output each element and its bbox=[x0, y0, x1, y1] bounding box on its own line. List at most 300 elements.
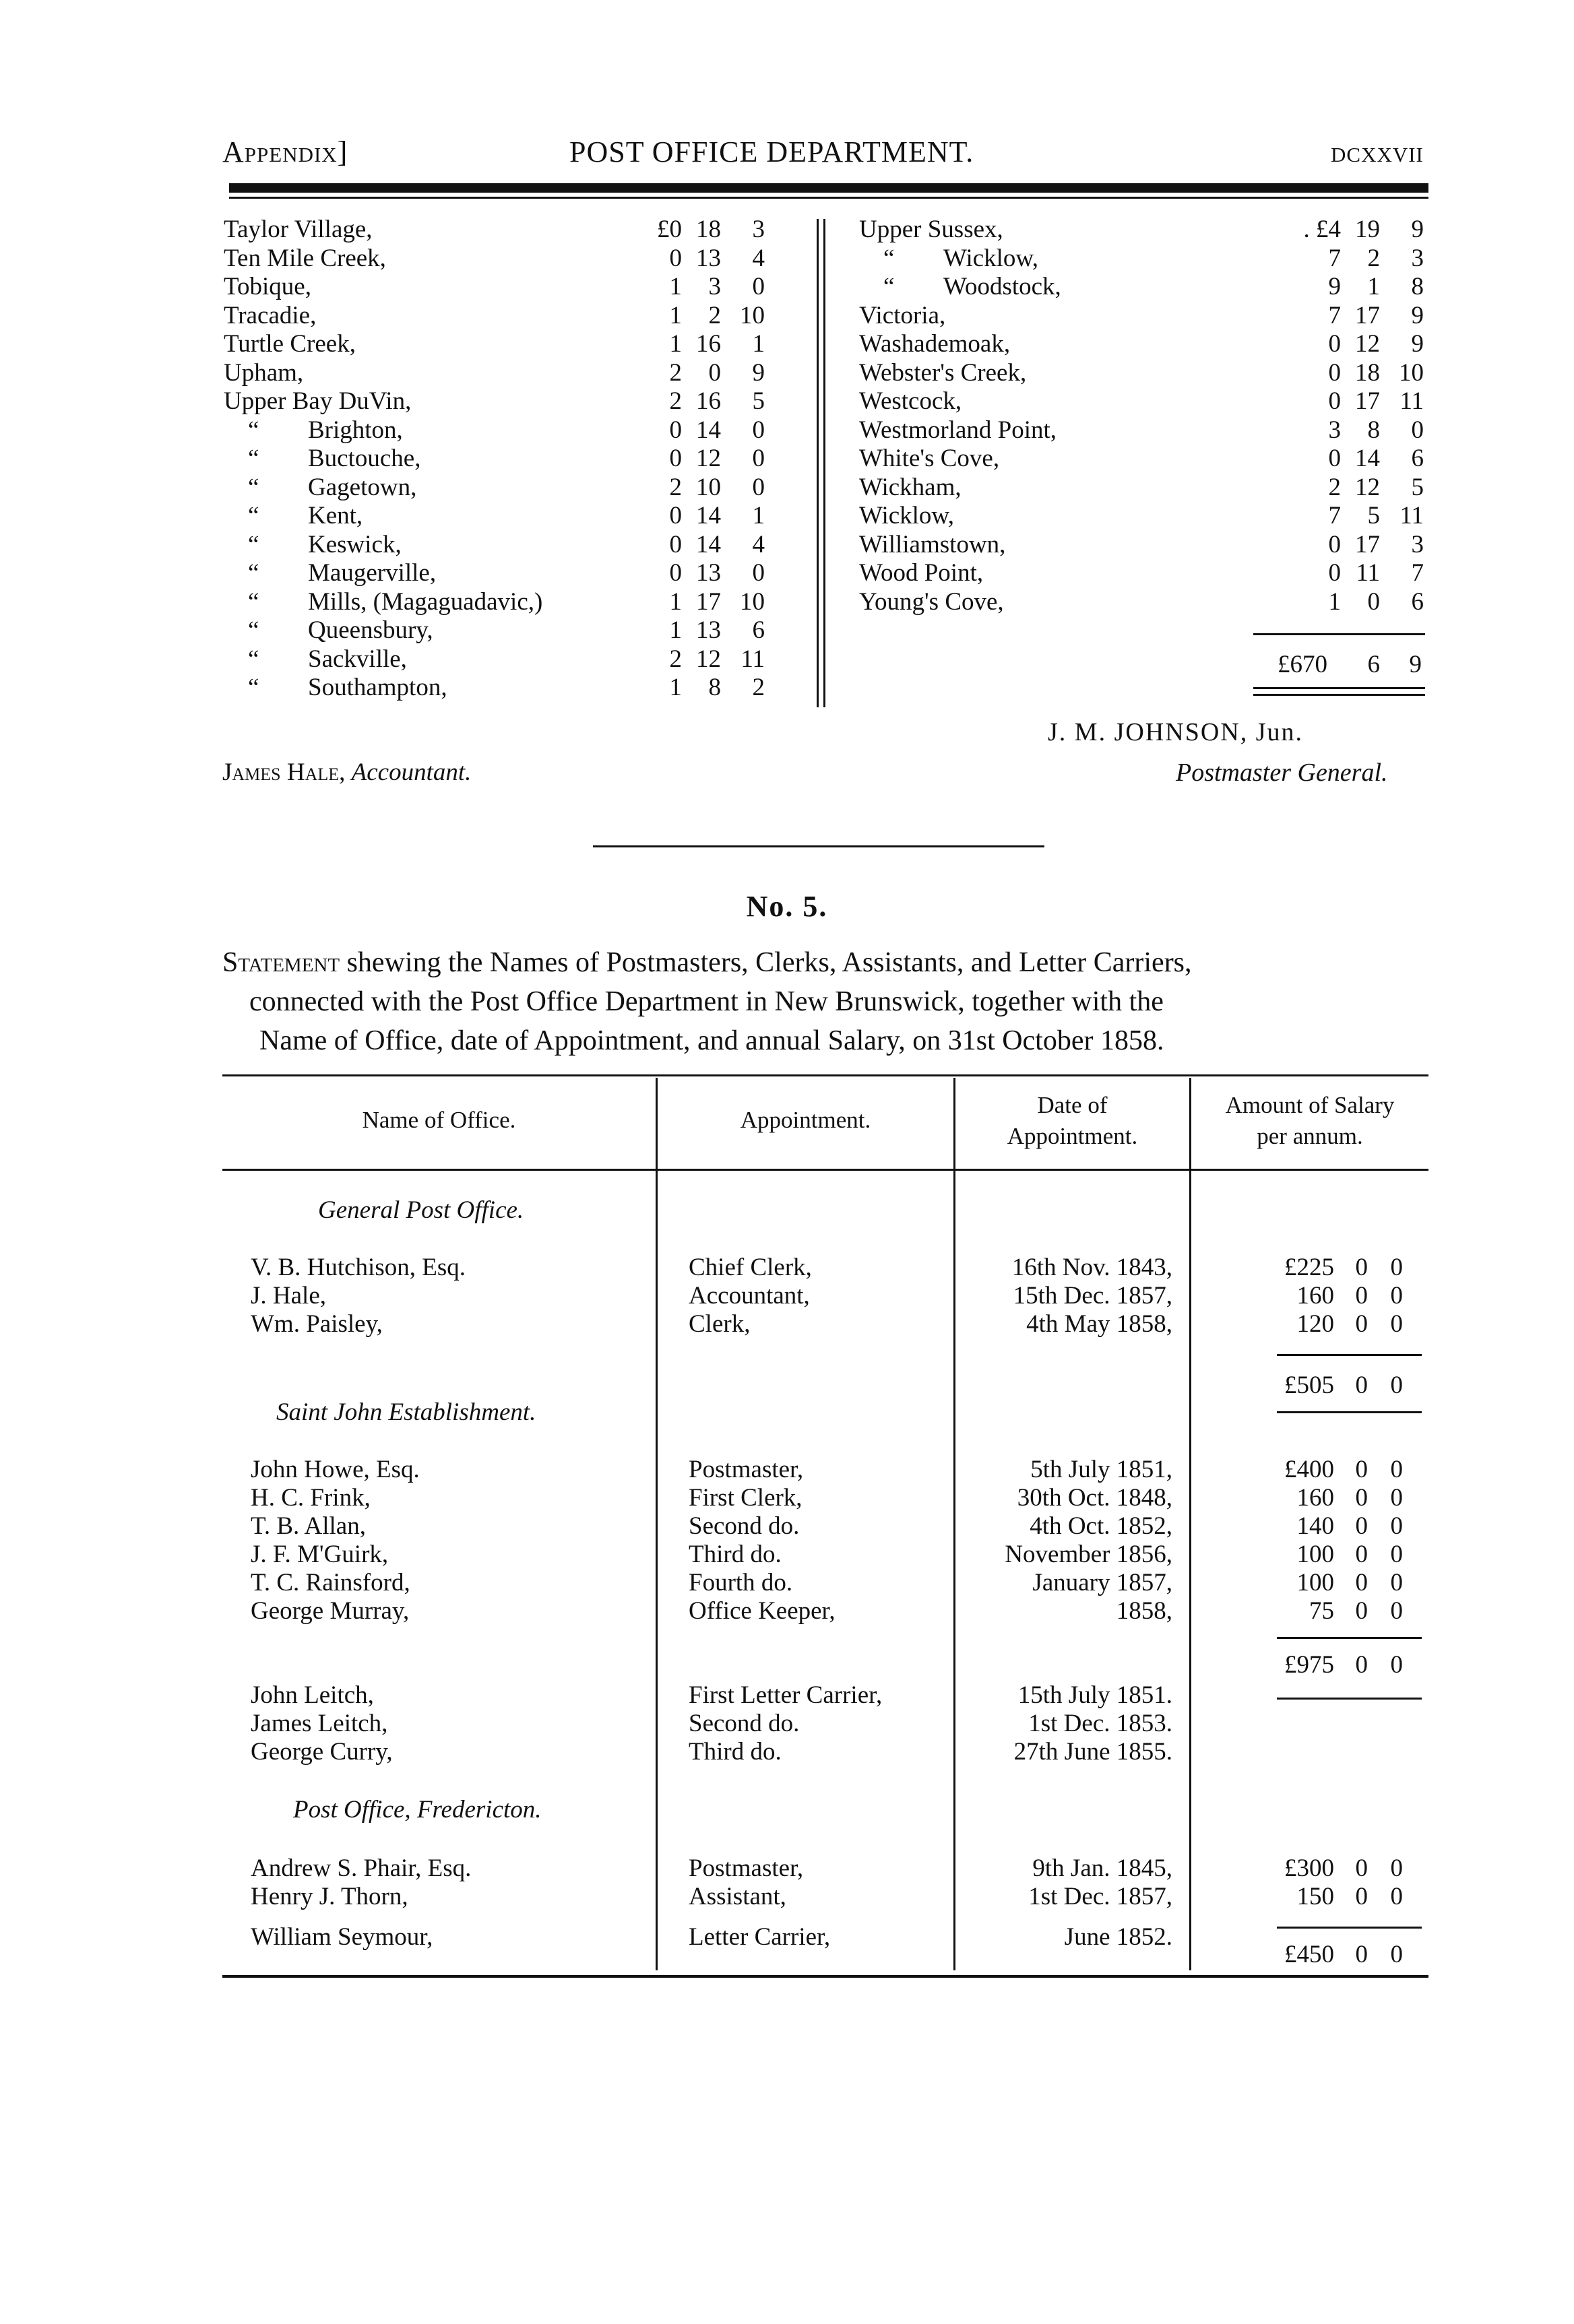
amount-pounds: 0 bbox=[669, 244, 682, 272]
amount-pence: 3 bbox=[1411, 244, 1424, 272]
office-name: Keswick, bbox=[308, 530, 402, 558]
salary-shillings: 0 bbox=[1355, 1282, 1368, 1310]
amount-pence: 0 bbox=[752, 559, 765, 587]
office-name: Brighton, bbox=[308, 416, 403, 444]
amount-pence: 0 bbox=[752, 473, 765, 501]
amount-pence: 3 bbox=[1411, 530, 1424, 558]
salary-pence: 0 bbox=[1390, 1456, 1403, 1483]
appointment: Third do. bbox=[689, 1738, 782, 1766]
salary-pence: 0 bbox=[1390, 1854, 1403, 1882]
amount-pounds: 9 bbox=[1328, 273, 1341, 300]
amount-shillings: 17 bbox=[1355, 387, 1380, 415]
salary-pounds: 75 bbox=[1309, 1597, 1334, 1625]
header-date bbox=[955, 1090, 1189, 1152]
salary-pence: 0 bbox=[1390, 1310, 1403, 1338]
appointment-date: 1st Dec. 1857, bbox=[1028, 1883, 1172, 1910]
total-pounds: £670 bbox=[1278, 651, 1327, 678]
salary-pence: 0 bbox=[1390, 1941, 1403, 1968]
column-divider-left bbox=[817, 219, 819, 707]
list-item bbox=[859, 302, 1432, 331]
amount-shillings: 11 bbox=[1356, 559, 1380, 587]
amount-pence: 6 bbox=[1411, 445, 1424, 472]
header-amount-line-1: Amount of Salary bbox=[1225, 1092, 1395, 1118]
ditto-mark: “ bbox=[248, 416, 259, 444]
appointment-date: January 1857, bbox=[1032, 1569, 1172, 1596]
amount-pounds: 0 bbox=[1328, 559, 1341, 587]
salary-pounds: 100 bbox=[1296, 1569, 1334, 1596]
office-name: Mills, (Magaguadavic,) bbox=[308, 587, 543, 616]
salary-pounds: £400 bbox=[1284, 1456, 1334, 1483]
appointment-date: 4th May 1858, bbox=[1026, 1310, 1172, 1338]
salary-shillings: 0 bbox=[1355, 1854, 1368, 1882]
appointment: Clerk, bbox=[689, 1310, 751, 1338]
appointment-date: 30th Oct. 1848, bbox=[1017, 1484, 1172, 1512]
amount-pounds: £0 bbox=[657, 216, 682, 243]
salary-shillings: 0 bbox=[1355, 1310, 1368, 1338]
header-appendix: Appendix] bbox=[222, 135, 348, 168]
section-number: No. 5. bbox=[746, 890, 828, 923]
group-title: General Post Office. bbox=[318, 1196, 524, 1224]
amount-pounds: 2 bbox=[669, 358, 682, 387]
salary-shillings: 0 bbox=[1355, 1883, 1368, 1910]
total-pence: 9 bbox=[1409, 651, 1422, 678]
header-rule-thin bbox=[229, 197, 1428, 199]
amount-pounds: 0 bbox=[669, 416, 682, 444]
amount-shillings: 0 bbox=[708, 358, 721, 387]
list-item bbox=[224, 416, 803, 445]
amount-shillings: 13 bbox=[696, 616, 721, 644]
amount-pence: 5 bbox=[752, 387, 765, 415]
amount-shillings: 13 bbox=[696, 244, 721, 272]
amount-pounds: 1 bbox=[669, 273, 682, 300]
person-name: T. B. Allan, bbox=[251, 1512, 366, 1540]
amount-shillings: 10 bbox=[696, 473, 721, 501]
amount-shillings: 18 bbox=[696, 216, 721, 243]
list-item bbox=[859, 387, 1432, 416]
amount-shillings: 19 bbox=[1355, 216, 1380, 243]
header-amount bbox=[1191, 1090, 1428, 1152]
amount-shillings: 12 bbox=[696, 445, 721, 472]
table-bottom-rule bbox=[222, 1975, 1428, 1978]
list-item bbox=[224, 674, 803, 703]
amount-pence: 10 bbox=[740, 301, 765, 329]
list-item bbox=[859, 416, 1432, 445]
appointment-date: 4th Oct. 1852, bbox=[1030, 1512, 1172, 1540]
header-amount-line-2: per annum. bbox=[1257, 1123, 1363, 1149]
amount-pence: 8 bbox=[1411, 273, 1424, 300]
office-name: Southampton, bbox=[308, 674, 447, 701]
amount-pounds: 0 bbox=[669, 559, 682, 587]
salary-pence: 0 bbox=[1390, 1512, 1403, 1540]
salary-shillings: 0 bbox=[1355, 1541, 1368, 1568]
section-divider bbox=[593, 845, 1044, 847]
list-item bbox=[224, 302, 803, 331]
amount-pence: 9 bbox=[1411, 216, 1424, 243]
postmaster-general-name: J. M. JOHNSON, Jun. bbox=[1048, 718, 1303, 746]
amount-shillings: 17 bbox=[696, 587, 721, 616]
ditto-mark: “ bbox=[883, 244, 895, 272]
amount-pounds: 2 bbox=[1328, 473, 1341, 501]
salary-shillings: 0 bbox=[1355, 1651, 1368, 1679]
list-item bbox=[859, 216, 1432, 245]
salary-shillings: 0 bbox=[1355, 1512, 1368, 1540]
amount-pounds: 7 bbox=[1328, 244, 1341, 272]
amount-shillings: 13 bbox=[696, 559, 721, 587]
total-shillings: 6 bbox=[1367, 651, 1380, 678]
list-item bbox=[224, 502, 803, 531]
table-header-rule bbox=[222, 1169, 1428, 1171]
office-name: Turtle Creek, bbox=[224, 330, 356, 358]
amount-pounds: 2 bbox=[669, 473, 682, 501]
amount-shillings: 14 bbox=[1355, 445, 1380, 472]
list-item bbox=[224, 559, 803, 588]
list-item bbox=[859, 502, 1432, 531]
office-name: Queensbury, bbox=[308, 616, 433, 644]
salary-pounds: 160 bbox=[1296, 1484, 1334, 1512]
accountant-name: James Hale, bbox=[222, 758, 346, 786]
subtotal-rule bbox=[1277, 1927, 1422, 1929]
salary-pounds: 100 bbox=[1296, 1541, 1334, 1568]
office-name: Sackville, bbox=[308, 645, 407, 673]
list-item bbox=[224, 616, 803, 645]
column-divider-right bbox=[823, 219, 825, 707]
amount-pounds: 2 bbox=[669, 645, 682, 673]
office-list-right bbox=[859, 216, 1432, 616]
table-col-divider-3 bbox=[1189, 1078, 1191, 1970]
statement-line-1: shewing the Names of Postmasters, Clerks, Assistants, and Letter Carriers, bbox=[340, 947, 1192, 978]
office-name: Wicklow, bbox=[943, 244, 1038, 272]
amount-pence: 11 bbox=[1399, 387, 1424, 415]
amount-pence: 0 bbox=[752, 445, 765, 472]
ditto-mark: “ bbox=[248, 674, 259, 701]
office-name: Wood Point, bbox=[859, 559, 984, 587]
total-double-rule-2 bbox=[1253, 694, 1425, 696]
amount-pounds: 1 bbox=[669, 301, 682, 329]
appointment-date: November 1856, bbox=[1005, 1541, 1172, 1568]
amount-pence: 1 bbox=[752, 502, 765, 529]
amount-shillings: 2 bbox=[1367, 244, 1380, 272]
office-name: Westmorland Point, bbox=[859, 416, 1057, 444]
office-name: Webster's Creek, bbox=[859, 358, 1027, 387]
office-name: Tracadie, bbox=[224, 301, 317, 329]
office-name: Wickham, bbox=[859, 473, 962, 501]
amount-pounds: 0 bbox=[1328, 530, 1341, 558]
ditto-mark: “ bbox=[248, 616, 259, 644]
amount-shillings: 2 bbox=[708, 301, 721, 329]
amount-pounds: 0 bbox=[669, 502, 682, 529]
amount-pence: 5 bbox=[1411, 473, 1424, 501]
ditto-mark: “ bbox=[883, 273, 895, 300]
appointment: Chief Clerk, bbox=[689, 1254, 812, 1281]
appointment: Postmaster, bbox=[689, 1456, 804, 1483]
office-name: Woodstock, bbox=[943, 273, 1061, 300]
list-item bbox=[859, 474, 1432, 503]
statement-line-2: connected with the Post Office Department in New Brunswick, together with the bbox=[249, 986, 1164, 1017]
office-name: Victoria, bbox=[859, 301, 946, 329]
header-office: Name of Office. bbox=[362, 1107, 516, 1133]
salary-shillings: 0 bbox=[1355, 1569, 1368, 1596]
appointment-date: 16th Nov. 1843, bbox=[1011, 1254, 1172, 1281]
person-name: William Seymour, bbox=[251, 1923, 433, 1951]
amount-pounds: 0 bbox=[1328, 387, 1341, 415]
ditto-mark: “ bbox=[248, 502, 259, 529]
amount-shillings: 12 bbox=[1355, 330, 1380, 358]
postmaster-general-title: Postmaster General. bbox=[1176, 758, 1388, 787]
appointment: Assistant, bbox=[689, 1883, 786, 1910]
list-item bbox=[859, 531, 1432, 560]
amount-shillings: 16 bbox=[696, 387, 721, 415]
amount-pounds: 7 bbox=[1328, 301, 1341, 329]
ditto-mark: “ bbox=[248, 445, 259, 472]
amount-shillings: 17 bbox=[1355, 530, 1380, 558]
office-name: Upper Bay DuVin, bbox=[224, 387, 412, 415]
amount-pence: 3 bbox=[752, 216, 765, 243]
appointment: Office Keeper, bbox=[689, 1597, 836, 1625]
list-item bbox=[224, 645, 803, 674]
amount-shillings: 5 bbox=[1367, 502, 1380, 529]
subtotal-rule bbox=[1277, 1354, 1422, 1356]
office-name: Young's Cove, bbox=[859, 587, 1004, 616]
amount-shillings: 14 bbox=[696, 416, 721, 444]
amount-shillings: 12 bbox=[696, 645, 721, 673]
amount-pounds: 0 bbox=[1328, 358, 1341, 387]
list-item bbox=[859, 559, 1432, 588]
salary-pounds: £225 bbox=[1284, 1254, 1334, 1281]
amount-pounds: 0 bbox=[669, 530, 682, 558]
accountant-title: Accountant. bbox=[351, 758, 472, 786]
amount-pence: 7 bbox=[1411, 559, 1424, 587]
group-title: Saint John Establishment. bbox=[276, 1398, 536, 1426]
list-item bbox=[224, 330, 803, 359]
table-top-rule bbox=[222, 1074, 1428, 1076]
amount-pounds: 1 bbox=[669, 587, 682, 616]
amount-pounds: 1 bbox=[1328, 587, 1341, 616]
amount-pounds: 0 bbox=[1328, 445, 1341, 472]
office-name: Buctouche, bbox=[308, 445, 421, 472]
salary-pence: 0 bbox=[1390, 1569, 1403, 1596]
amount-pence: 10 bbox=[740, 587, 765, 616]
appointment: Postmaster, bbox=[689, 1854, 804, 1882]
amount-pence: 2 bbox=[752, 674, 765, 701]
salary-pence: 0 bbox=[1390, 1597, 1403, 1625]
person-name: T. C. Rainsford, bbox=[251, 1569, 410, 1596]
salary-pounds: 150 bbox=[1296, 1883, 1334, 1910]
subtotal-double-rule bbox=[1277, 1411, 1422, 1413]
header-rule-thick bbox=[229, 183, 1428, 193]
amount-pence: 9 bbox=[752, 358, 765, 387]
amount-pence: 11 bbox=[741, 645, 765, 673]
header-date-line-1: Date of bbox=[1037, 1092, 1108, 1118]
header-appointment: Appointment. bbox=[740, 1107, 871, 1133]
list-item bbox=[859, 359, 1432, 388]
office-name: Williamstown, bbox=[859, 530, 1006, 558]
salary-shillings: 0 bbox=[1355, 1484, 1368, 1512]
salary-shillings: 0 bbox=[1355, 1597, 1368, 1625]
person-name: Andrew S. Phair, Esq. bbox=[251, 1854, 472, 1882]
office-name: Westcock, bbox=[859, 387, 962, 415]
appointment: Letter Carrier, bbox=[689, 1923, 831, 1951]
salary-shillings: 0 bbox=[1355, 1254, 1368, 1281]
amount-pence: 11 bbox=[1399, 502, 1424, 529]
office-list-left bbox=[224, 216, 803, 703]
appointment-date: 15th Dec. 1857, bbox=[1013, 1282, 1172, 1310]
amount-pence: 10 bbox=[1399, 358, 1424, 387]
salary-pounds: £450 bbox=[1284, 1941, 1334, 1968]
list-item bbox=[224, 445, 803, 474]
salary-pounds: £975 bbox=[1284, 1651, 1334, 1679]
person-name: George Murray, bbox=[251, 1597, 410, 1625]
amount-shillings: 8 bbox=[708, 674, 721, 701]
amount-pounds: 1 bbox=[669, 616, 682, 644]
appointment-date: 27th June 1855. bbox=[1013, 1738, 1172, 1766]
salary-pounds: £300 bbox=[1284, 1854, 1334, 1882]
amount-pounds: 2 bbox=[669, 387, 682, 415]
group-title: Post Office, Fredericton. bbox=[293, 1796, 542, 1823]
person-name: J. F. M'Guirk, bbox=[251, 1541, 389, 1568]
amount-pounds: 7 bbox=[1328, 502, 1341, 529]
salary-pence: 0 bbox=[1390, 1651, 1403, 1679]
ditto-mark: “ bbox=[248, 645, 259, 673]
appointment: Third do. bbox=[689, 1541, 782, 1568]
total-rule bbox=[1253, 633, 1425, 635]
office-name: Upham, bbox=[224, 358, 304, 387]
appointment: Second do. bbox=[689, 1512, 800, 1540]
amount-pence: 0 bbox=[752, 273, 765, 300]
amount-pounds: . £4 bbox=[1303, 216, 1341, 243]
appointment: Fourth do. bbox=[689, 1569, 793, 1596]
amount-pence: 6 bbox=[752, 616, 765, 644]
list-item bbox=[224, 216, 803, 245]
list-item bbox=[224, 588, 803, 617]
list-item bbox=[859, 330, 1432, 359]
salary-pence: 0 bbox=[1390, 1371, 1403, 1399]
office-name: Kent, bbox=[308, 502, 363, 529]
appointment-date: June 1852. bbox=[1064, 1923, 1172, 1951]
subtotal-double-rule bbox=[1277, 1698, 1422, 1700]
amount-shillings: 0 bbox=[1367, 587, 1380, 616]
office-name: Taylor Village, bbox=[224, 216, 373, 243]
statement-lead: Statement bbox=[222, 947, 340, 978]
subtotal-rule bbox=[1277, 1637, 1422, 1639]
salary-shillings: 0 bbox=[1355, 1456, 1368, 1483]
list-item bbox=[859, 445, 1432, 474]
salary-pence: 0 bbox=[1390, 1541, 1403, 1568]
salary-shillings: 0 bbox=[1355, 1941, 1368, 1968]
ditto-mark: “ bbox=[248, 473, 259, 501]
amount-pence: 9 bbox=[1411, 330, 1424, 358]
salary-pence: 0 bbox=[1390, 1282, 1403, 1310]
list-item bbox=[224, 273, 803, 302]
person-name: H. C. Frink, bbox=[251, 1484, 371, 1512]
salary-pence: 0 bbox=[1390, 1484, 1403, 1512]
list-item bbox=[224, 474, 803, 503]
amount-shillings: 16 bbox=[696, 330, 721, 358]
appointment: First Letter Carrier, bbox=[689, 1681, 883, 1709]
appointment-date: 9th Jan. 1845, bbox=[1032, 1854, 1172, 1882]
amount-shillings: 8 bbox=[1367, 416, 1380, 444]
person-name: Henry J. Thorn, bbox=[251, 1883, 408, 1910]
amount-pounds: 1 bbox=[669, 674, 682, 701]
header-title: POST OFFICE DEPARTMENT. bbox=[569, 135, 974, 168]
appointment-date: 5th July 1851, bbox=[1030, 1456, 1172, 1483]
amount-pence: 4 bbox=[752, 244, 765, 272]
ditto-mark: “ bbox=[248, 587, 259, 616]
salary-pence: 0 bbox=[1390, 1254, 1403, 1281]
ditto-mark: “ bbox=[248, 530, 259, 558]
amount-shillings: 14 bbox=[696, 530, 721, 558]
amount-shillings: 3 bbox=[708, 273, 721, 300]
office-name: Wicklow, bbox=[859, 502, 954, 529]
total-double-rule-1 bbox=[1253, 687, 1425, 689]
salary-pence: 0 bbox=[1390, 1883, 1403, 1910]
appointment: Accountant, bbox=[689, 1282, 810, 1310]
amount-pounds: 0 bbox=[669, 445, 682, 472]
amount-pence: 0 bbox=[1411, 416, 1424, 444]
appointment-date: 1st Dec. 1853. bbox=[1028, 1710, 1172, 1737]
office-name: Gagetown, bbox=[308, 473, 417, 501]
amount-pence: 0 bbox=[752, 416, 765, 444]
amount-pence: 9 bbox=[1411, 301, 1424, 329]
header-page-number: dcxxvii bbox=[1331, 135, 1424, 168]
salary-pounds: 160 bbox=[1296, 1282, 1334, 1310]
appointment-date: 15th July 1851. bbox=[1017, 1681, 1172, 1709]
amount-shillings: 1 bbox=[1367, 273, 1380, 300]
list-item bbox=[859, 245, 1432, 273]
table-col-divider-2 bbox=[953, 1078, 955, 1970]
amount-pence: 1 bbox=[752, 330, 765, 358]
list-item bbox=[859, 588, 1432, 617]
person-name: John Howe, Esq. bbox=[251, 1456, 420, 1483]
appointment: First Clerk, bbox=[689, 1484, 802, 1512]
appointment: Second do. bbox=[689, 1710, 800, 1737]
list-item bbox=[224, 245, 803, 273]
appointment-date: 1858, bbox=[1116, 1597, 1172, 1625]
list-item bbox=[224, 387, 803, 416]
amount-shillings: 14 bbox=[696, 502, 721, 529]
office-name: Washademoak, bbox=[859, 330, 1011, 358]
office-name: White's Cove, bbox=[859, 445, 1000, 472]
person-name: J. Hale, bbox=[251, 1282, 326, 1310]
amount-pounds: 3 bbox=[1328, 416, 1341, 444]
amount-pounds: 0 bbox=[1328, 330, 1341, 358]
salary-shillings: 0 bbox=[1355, 1371, 1368, 1399]
amount-shillings: 17 bbox=[1355, 301, 1380, 329]
list-item bbox=[859, 273, 1432, 302]
person-name: Wm. Paisley, bbox=[251, 1310, 383, 1338]
office-name: Ten Mile Creek, bbox=[224, 244, 386, 272]
amount-pounds: 1 bbox=[669, 330, 682, 358]
table-col-divider-1 bbox=[656, 1078, 658, 1970]
person-name: George Curry, bbox=[251, 1738, 393, 1766]
salary-pounds: 120 bbox=[1296, 1310, 1334, 1338]
amount-shillings: 12 bbox=[1355, 473, 1380, 501]
amount-pence: 4 bbox=[752, 530, 765, 558]
office-name: Maugerville, bbox=[308, 559, 437, 587]
salary-pounds: 140 bbox=[1296, 1512, 1334, 1540]
amount-shillings: 18 bbox=[1355, 358, 1380, 387]
person-name: V. B. Hutchison, Esq. bbox=[251, 1254, 466, 1281]
list-item bbox=[224, 359, 803, 388]
ditto-mark: “ bbox=[248, 559, 259, 587]
list-item bbox=[224, 531, 803, 560]
office-name: Tobique, bbox=[224, 273, 311, 300]
person-name: John Leitch, bbox=[251, 1681, 374, 1709]
statement-paragraph bbox=[222, 943, 1428, 1060]
statement-line-3: Name of Office, date of Appointment, and annual Salary, on 31st October 1858. bbox=[259, 1025, 1164, 1056]
office-name: Upper Sussex, bbox=[859, 216, 1003, 243]
person-name: James Leitch, bbox=[251, 1710, 388, 1737]
amount-pence: 6 bbox=[1411, 587, 1424, 616]
